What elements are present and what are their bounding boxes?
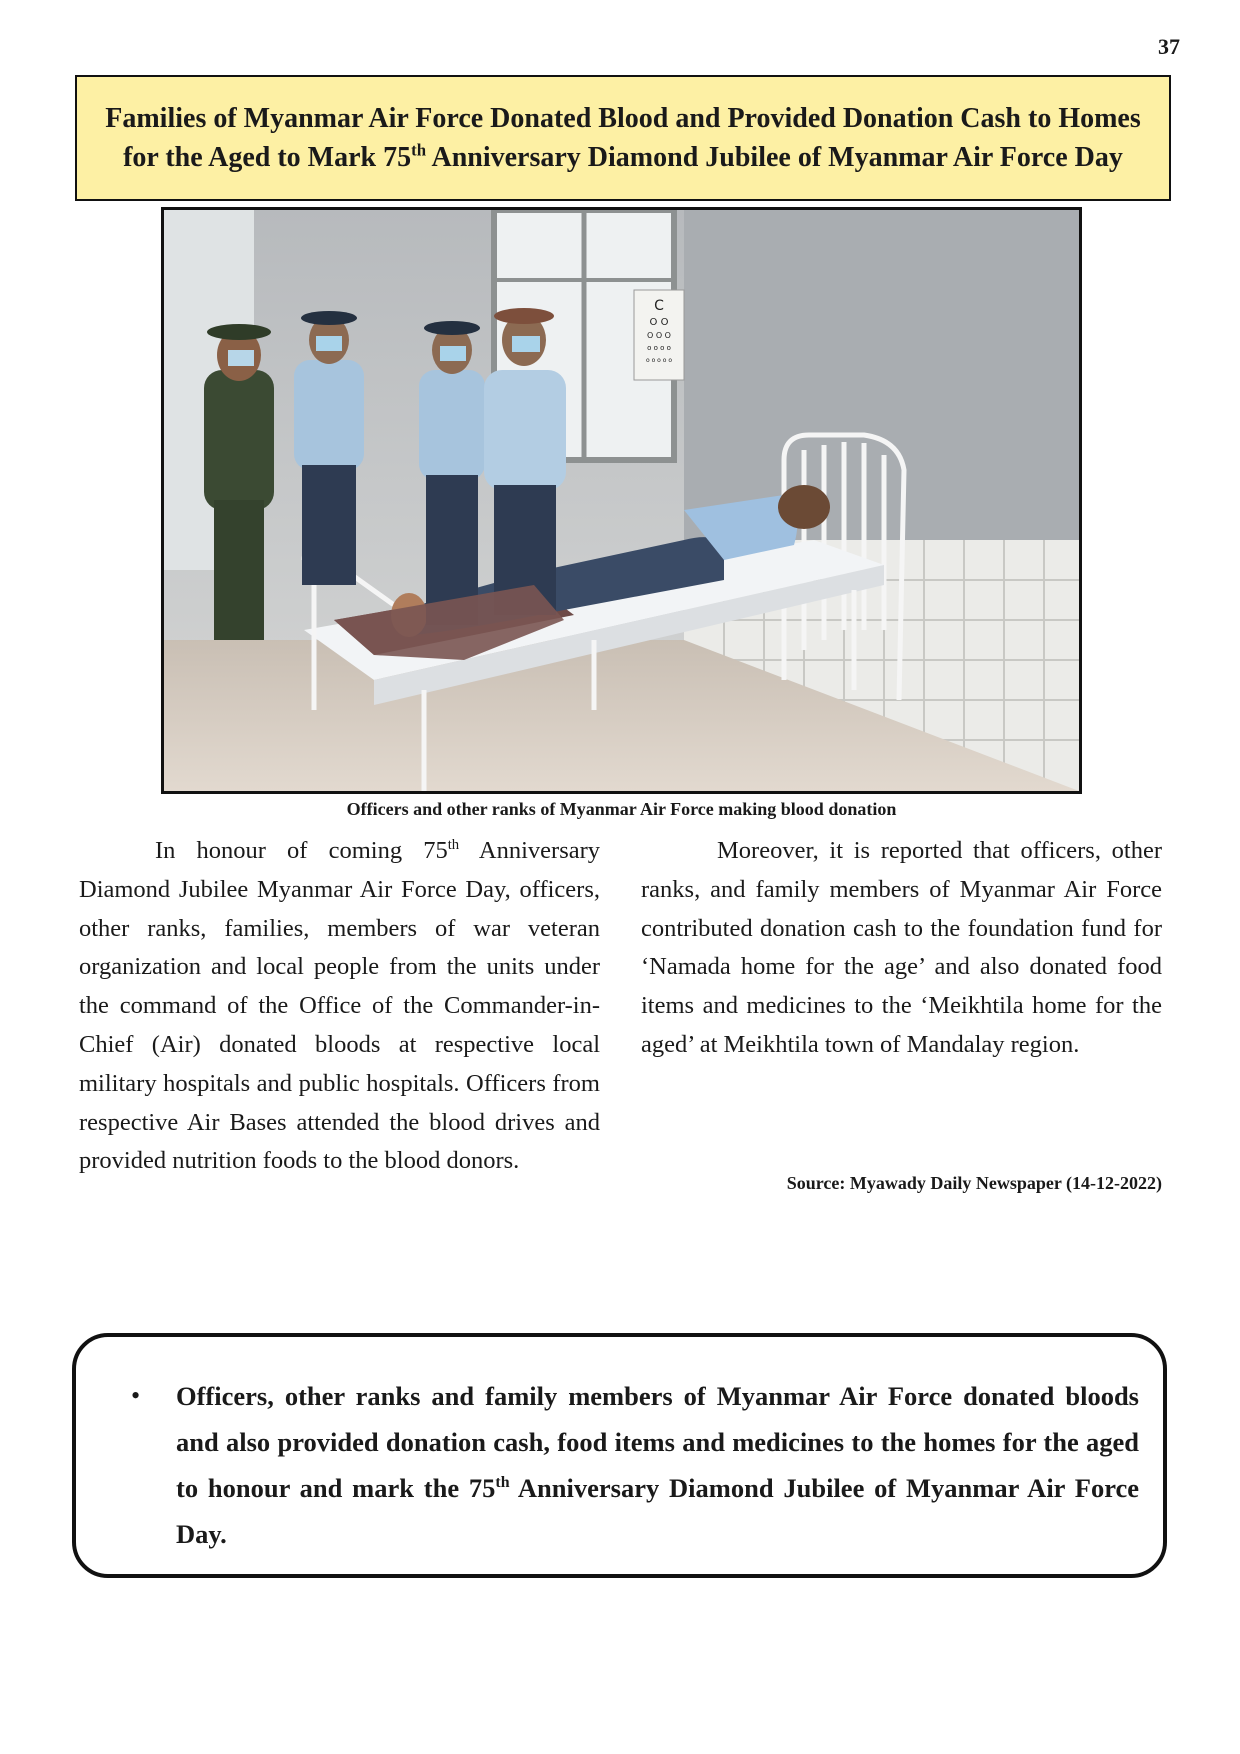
title-box bbox=[75, 75, 1171, 201]
eye-chart-row-3: O O O bbox=[647, 331, 671, 340]
article-left-column bbox=[79, 832, 600, 1181]
summary-text bbox=[176, 1373, 1139, 1557]
summary-box bbox=[72, 1333, 1167, 1578]
article-right-column bbox=[641, 832, 1162, 1065]
photo-caption: Officers and other ranks of Myanmar Air Force making blood donation bbox=[346, 799, 897, 819]
summary-part-2: Anniversary Diamond Jubilee of Myanmar Air Force Day. bbox=[176, 1473, 1139, 1549]
page-title bbox=[89, 99, 1157, 177]
page-number: 37 bbox=[1158, 34, 1180, 59]
title-superscript: th bbox=[411, 140, 427, 160]
eye-chart-row-1: C bbox=[654, 298, 664, 314]
left-paragraph-part-1: In honour of coming 75 bbox=[155, 837, 448, 864]
left-paragraph bbox=[79, 832, 600, 1181]
eye-chart-row-2: O O bbox=[649, 317, 669, 328]
photo-illustration bbox=[164, 210, 1079, 791]
eye-chart-row-4: o o o o bbox=[647, 344, 671, 352]
summary-part-1: Officers, other ranks and family members of Myanmar Air Force donated bloods and also provided donation cash, food items and medicines to the homes for the aged to honour and mark the 75 bbox=[176, 1381, 1139, 1503]
summary-superscript: th bbox=[495, 1474, 510, 1492]
title-part-2: Anniversary Diamond Jubilee of Myanmar Air Force Day bbox=[426, 142, 1123, 173]
eye-chart-row-5: o o o o o bbox=[646, 357, 672, 364]
left-paragraph-part-2: Anniversary Diamond Jubilee Myanmar Air Force Day, officers, other ranks, families, members of war veteran organization and local people from the units under the command of the Office of the Commander-in-Chief (Air) donated bloods at respective local military hospitals and public hospitals. Officers from respective Air Bases attended the blood drives and provided nutrition foods to the blood donors. bbox=[79, 837, 601, 1175]
left-paragraph-superscript: th bbox=[447, 836, 460, 853]
source-citation: Source: Myawady Daily Newspaper (14-12-2022) bbox=[786, 1173, 1162, 1193]
title-part-1: Families of Myanmar Air Force Donated Blood and Provided Donation Cash to Homes for the Aged to Mark 75 bbox=[105, 103, 1141, 173]
eye-chart bbox=[634, 290, 684, 380]
bullet-icon: • bbox=[131, 1381, 141, 1410]
summary-bullet-item bbox=[131, 1373, 1139, 1557]
right-paragraph: Moreover, it is reported that officers, other ranks, and family members of Myanmar Air Force contributed donation cash to the foundation fund for ‘Namada home for the age’ and also donated food items and medicines to the ‘Meikhtila home for the aged’ at Meikhtila town of Mandalay region. bbox=[641, 837, 1162, 1058]
blood-donation-photo bbox=[161, 207, 1082, 794]
